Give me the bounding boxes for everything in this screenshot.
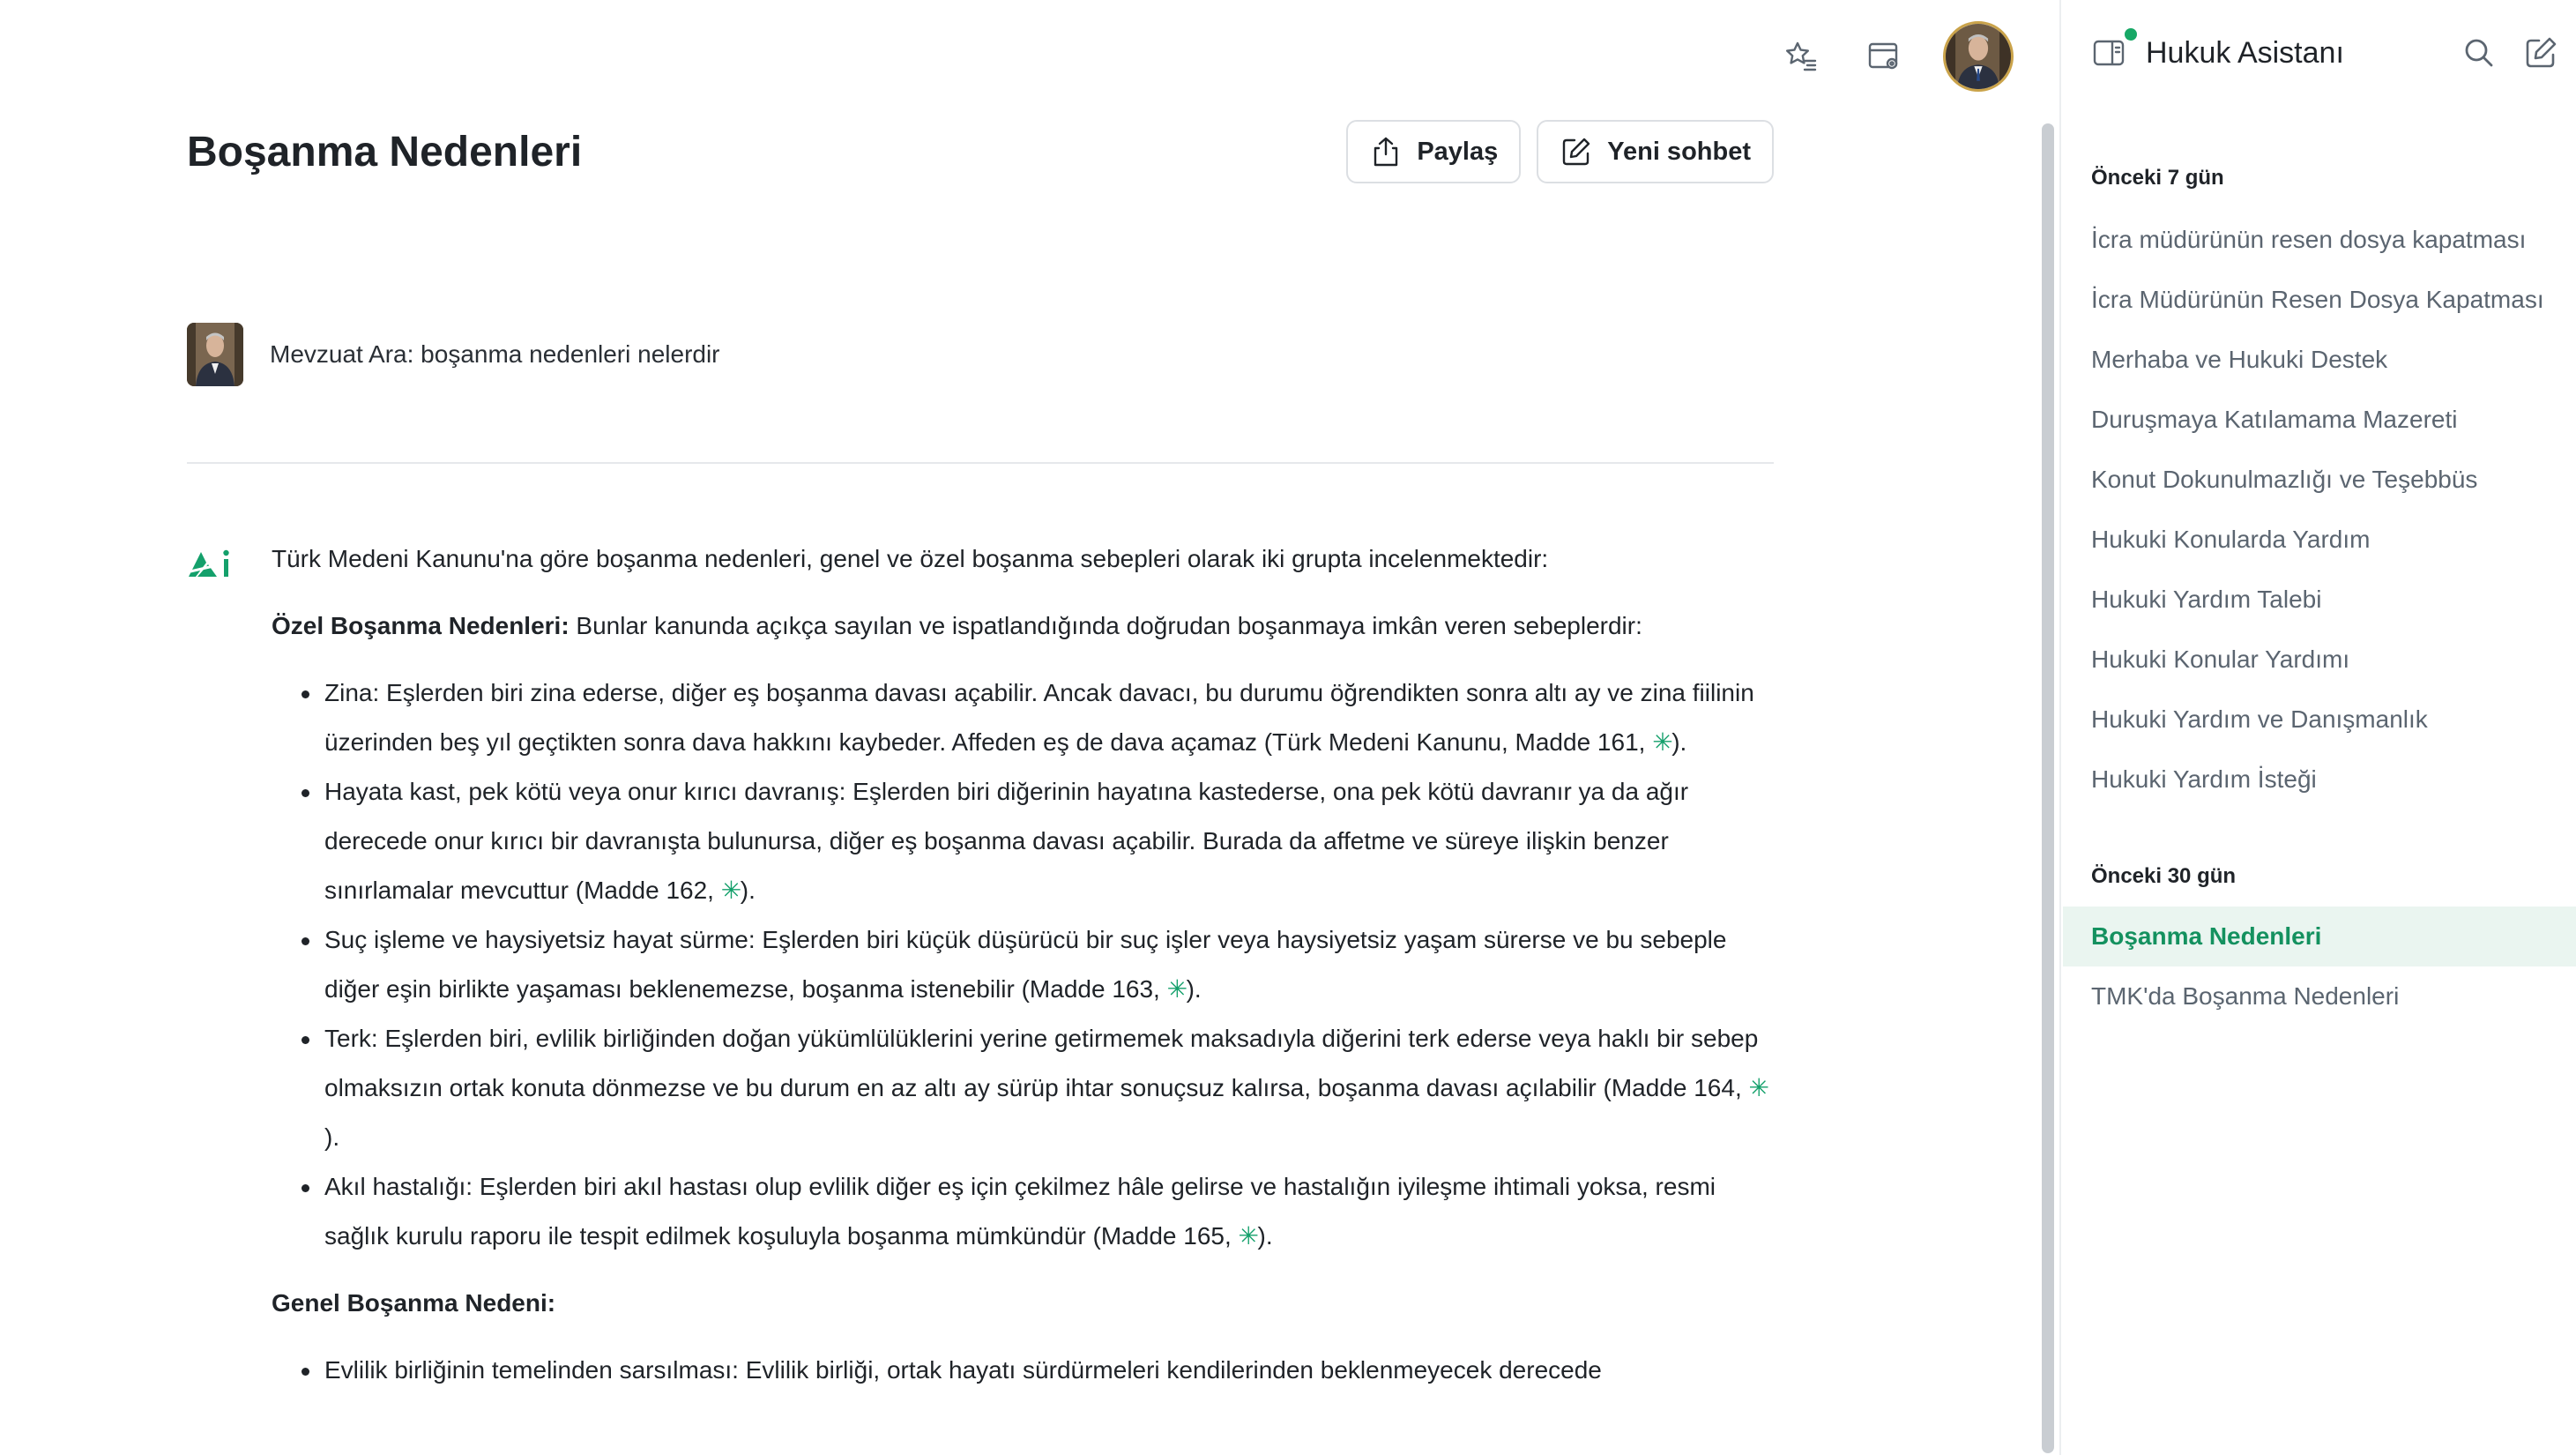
online-status-dot bbox=[2125, 28, 2137, 41]
citation-icon[interactable]: ✳ bbox=[720, 877, 742, 904]
title-row bbox=[187, 118, 1774, 185]
list-item: Akıl hastalığı: Eşlerden biri akıl hastası olup evlilik diğer eş için çekilmez hâle gelirse ve hastalığın iyileşme ihtimali yoksa, resmi sağlık kurulu raporu ile tespit edilmek koşuluyla boşanma mümkündür (Madde 165, ✳). bbox=[272, 1162, 1774, 1261]
user-message-text: Mevzuat Ara: boşanma nedenleri nelerdir bbox=[270, 340, 720, 368]
history-item[interactable]: Hukuki Yardım İsteği bbox=[2091, 765, 2317, 793]
new-chat-button[interactable] bbox=[1537, 120, 1774, 183]
history-section-30-days: Önceki 30 gün bbox=[2091, 864, 2237, 888]
history-item[interactable]: TMK'da Boşanma Nedenleri bbox=[2091, 982, 2400, 1010]
user-message-avatar bbox=[187, 323, 243, 386]
general-reason-heading: Genel Boşanma Nedeni: bbox=[272, 1289, 556, 1317]
page-title: Boşanma Nedenleri bbox=[187, 128, 583, 175]
history-item[interactable]: Konut Dokunulmazlığı ve Teşebbüs bbox=[2091, 466, 2478, 493]
history-section-7-days: Önceki 7 gün bbox=[2091, 166, 2224, 190]
history-item[interactable]: İcra Müdürünün Resen Dosya Kapatması bbox=[2091, 286, 2544, 313]
history-item[interactable]: İcra müdürünün resen dosya kapatması bbox=[2091, 226, 2527, 253]
search-icon[interactable] bbox=[2461, 35, 2497, 71]
star-list-icon bbox=[1783, 39, 1819, 74]
history-item[interactable]: Hukuki Konular Yardımı bbox=[2091, 645, 2350, 673]
share-button[interactable] bbox=[1346, 120, 1521, 183]
top-toolbar bbox=[1777, 21, 2014, 92]
workspace-settings-button[interactable] bbox=[1860, 33, 1908, 80]
chat-scrollbar[interactable] bbox=[2042, 123, 2054, 1453]
citation-icon[interactable]: ✳ bbox=[1652, 728, 1673, 756]
history-item[interactable]: Duruşmaya Katılamama Mazereti bbox=[2091, 406, 2458, 433]
answer-intro: Türk Medeni Kanunu'na göre boşanma nedenleri, genel ve özel boşanma sebepleri olarak iki grupta incelenmektedir: bbox=[272, 545, 1549, 572]
new-chat-icon[interactable] bbox=[2523, 35, 2558, 71]
citation-icon[interactable]: ✳ bbox=[1748, 1074, 1769, 1101]
message-divider bbox=[187, 462, 1774, 464]
sidebar-title: Hukuk Asistanı bbox=[2146, 35, 2344, 70]
history-item[interactable]: Hukuki Yardım ve Danışmanlık bbox=[2091, 705, 2428, 733]
sidebar-panel-icon bbox=[2091, 35, 2126, 71]
history-list-7-days bbox=[2063, 210, 2576, 810]
new-chat-label: Yeni sohbet bbox=[1607, 137, 1751, 166]
share-icon bbox=[1369, 135, 1403, 168]
edit-square-icon bbox=[1560, 135, 1593, 168]
list-item: Evlilik birliğinin temelinden sarsılması: Evlilik birliği, ortak hayatı sürdürmeleri kendilerinden beklenmeyecek derecede bbox=[272, 1346, 1774, 1395]
sidebar bbox=[2059, 0, 2576, 1455]
history-list-30-days bbox=[2063, 907, 2576, 1026]
list-item: Zina: Eşlerden biri zina ederse, diğer eş boşanma davası açabilir. Ancak davacı, bu durumu öğrendikten sonra altı ay ve zina fiilinin üzerinden beş yıl geçtikten sonra dava hakkını kaybeder. Affeden eş de dava açamaz (Türk Medeni Kanunu, Madde 161, ✳). bbox=[272, 668, 1774, 767]
answer-body bbox=[272, 534, 1774, 1395]
user-avatar[interactable] bbox=[1943, 21, 2014, 92]
favorites-button[interactable] bbox=[1777, 33, 1825, 80]
assistant-message bbox=[187, 534, 1774, 1413]
sidebar-header bbox=[2088, 23, 2558, 83]
history-item-active[interactable]: Boşanma Nedenleri bbox=[2063, 907, 2576, 966]
share-label: Paylaş bbox=[1417, 137, 1499, 166]
sidebar-toggle-button[interactable] bbox=[2088, 32, 2130, 74]
list-item: Suç işleme ve haysiyetsiz hayat sürme: Eşlerden biri küçük düşürücü bir suç işler veya haysiyetsiz yaşam sürerse ve bu sebeple diğer eşin birlikte yaşaması beklenemezse, boşanma istenebilir (Madde 163, ✳). bbox=[272, 915, 1774, 1014]
browser-settings-icon bbox=[1866, 39, 1902, 74]
special-reasons-heading: Özel Boşanma Nedenleri: bbox=[272, 612, 570, 639]
special-reasons-paragraph bbox=[272, 601, 1774, 651]
user-photo bbox=[1946, 24, 2011, 89]
list-item: Hayata kast, pek kötü veya onur kırıcı davranış: Eşlerden biri diğerinin hayatına kastederse, ona pek kötü davranır ya da ağır derecede onur kırıcı bir davranışta bulunursa, diğer eş boşanma davası açabilir. Burada da affetme ve süreye ilişkin benzer sınırlamalar mevcuttur (Madde 162, ✳). bbox=[272, 767, 1774, 915]
citation-icon[interactable]: ✳ bbox=[1166, 975, 1188, 1003]
user-message bbox=[187, 323, 720, 386]
history-item[interactable]: Hukuki Konularda Yardım bbox=[2091, 526, 2371, 553]
sidebar-header-actions bbox=[2461, 35, 2558, 71]
citation-icon[interactable]: ✳ bbox=[1238, 1222, 1259, 1250]
ai-logo-icon bbox=[187, 545, 233, 580]
special-reasons-desc: Bunlar kanunda açıkça sayılan ve ispatlandığında doğrudan boşanmaya imkân veren sebeplerdir: bbox=[569, 612, 1642, 639]
history-item[interactable]: Merhaba ve Hukuki Destek bbox=[2091, 346, 2388, 373]
special-reasons-list bbox=[272, 668, 1774, 1261]
list-item: Terk: Eşlerden biri, evlilik birliğinden doğan yükümlülüklerini yerine getirmemek maksadıyla diğerini terk ederse veya haklı bir sebep olmaksızın ortak konuta dönmezse ve bu durum en az altı ay sürüp ihtar sonuçsuz kalırsa, boşanma davası açılabilir (Madde 164, ✳). bbox=[272, 1014, 1774, 1162]
history-item[interactable]: Hukuki Yardım Talebi bbox=[2091, 586, 2322, 613]
title-actions bbox=[1346, 120, 1774, 183]
general-reasons-list bbox=[272, 1346, 1774, 1395]
